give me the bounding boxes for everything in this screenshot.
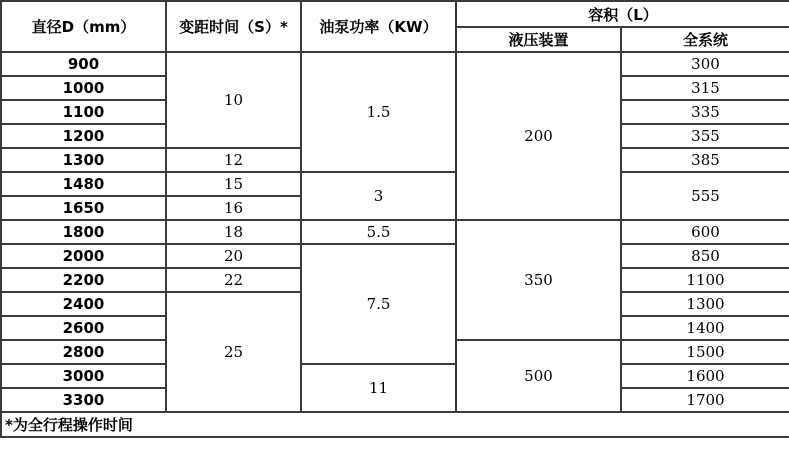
value-cell: 600 (621, 220, 789, 244)
value-cell: 18 (166, 220, 301, 244)
value-cell: 25 (166, 292, 301, 412)
table-footer (1, 412, 789, 437)
diameter-cell: 2600 (1, 316, 166, 340)
table-row (1, 244, 789, 268)
table-row (1, 364, 789, 388)
header-row-top (1, 1, 789, 27)
value-cell: 500 (456, 340, 621, 412)
value-cell: 7.5 (301, 244, 456, 364)
value-cell: 3 (301, 172, 456, 220)
value-cell: 1.5 (301, 52, 456, 172)
diameter-cell: 2000 (1, 244, 166, 268)
value-cell: 1400 (621, 316, 789, 340)
value-cell: 10 (166, 52, 301, 148)
value-cell: 1500 (621, 340, 789, 364)
diameter-cell: 1300 (1, 148, 166, 172)
value-cell: 12 (166, 148, 301, 172)
diameter-cell: 1100 (1, 100, 166, 124)
header-volume-group: 容积（L） (456, 1, 789, 27)
header-pitch-time: 变距时间（S）* (166, 1, 301, 52)
diameter-cell: 3000 (1, 364, 166, 388)
diameter-cell: 1480 (1, 172, 166, 196)
diameter-cell: 2400 (1, 292, 166, 316)
header-volume-full-system: 全系统 (621, 27, 789, 52)
value-cell: 200 (456, 52, 621, 220)
value-cell: 20 (166, 244, 301, 268)
value-cell: 1600 (621, 364, 789, 388)
value-cell: 350 (456, 220, 621, 340)
table-row (1, 220, 789, 244)
value-cell: 22 (166, 268, 301, 292)
value-cell: 850 (621, 244, 789, 268)
value-cell: 16 (166, 196, 301, 220)
header-volume-hydraulic: 液压装置 (456, 27, 621, 52)
value-cell: 1300 (621, 292, 789, 316)
diameter-cell: 1650 (1, 196, 166, 220)
value-cell: 385 (621, 148, 789, 172)
diameter-cell: 1200 (1, 124, 166, 148)
diameter-cell: 2800 (1, 340, 166, 364)
table-body (1, 52, 789, 412)
value-cell: 555 (621, 172, 789, 220)
footnote-row (1, 412, 789, 437)
table-header (1, 1, 789, 52)
diameter-cell: 3300 (1, 388, 166, 412)
value-cell: 11 (301, 364, 456, 412)
diameter-cell: 1000 (1, 76, 166, 100)
header-pump-power: 油泵功率（KW） (301, 1, 456, 52)
diameter-cell: 900 (1, 52, 166, 76)
value-cell: 335 (621, 100, 789, 124)
table-row (1, 52, 789, 76)
value-cell: 15 (166, 172, 301, 196)
diameter-cell: 2200 (1, 268, 166, 292)
value-cell: 1700 (621, 388, 789, 412)
footnote-text: *为全行程操作时间 (1, 412, 789, 437)
diameter-cell: 1800 (1, 220, 166, 244)
value-cell: 5.5 (301, 220, 456, 244)
value-cell: 300 (621, 52, 789, 76)
header-diameter: 直径D（mm） (1, 1, 166, 52)
value-cell: 355 (621, 124, 789, 148)
value-cell: 315 (621, 76, 789, 100)
value-cell: 1100 (621, 268, 789, 292)
table-row (1, 172, 789, 196)
